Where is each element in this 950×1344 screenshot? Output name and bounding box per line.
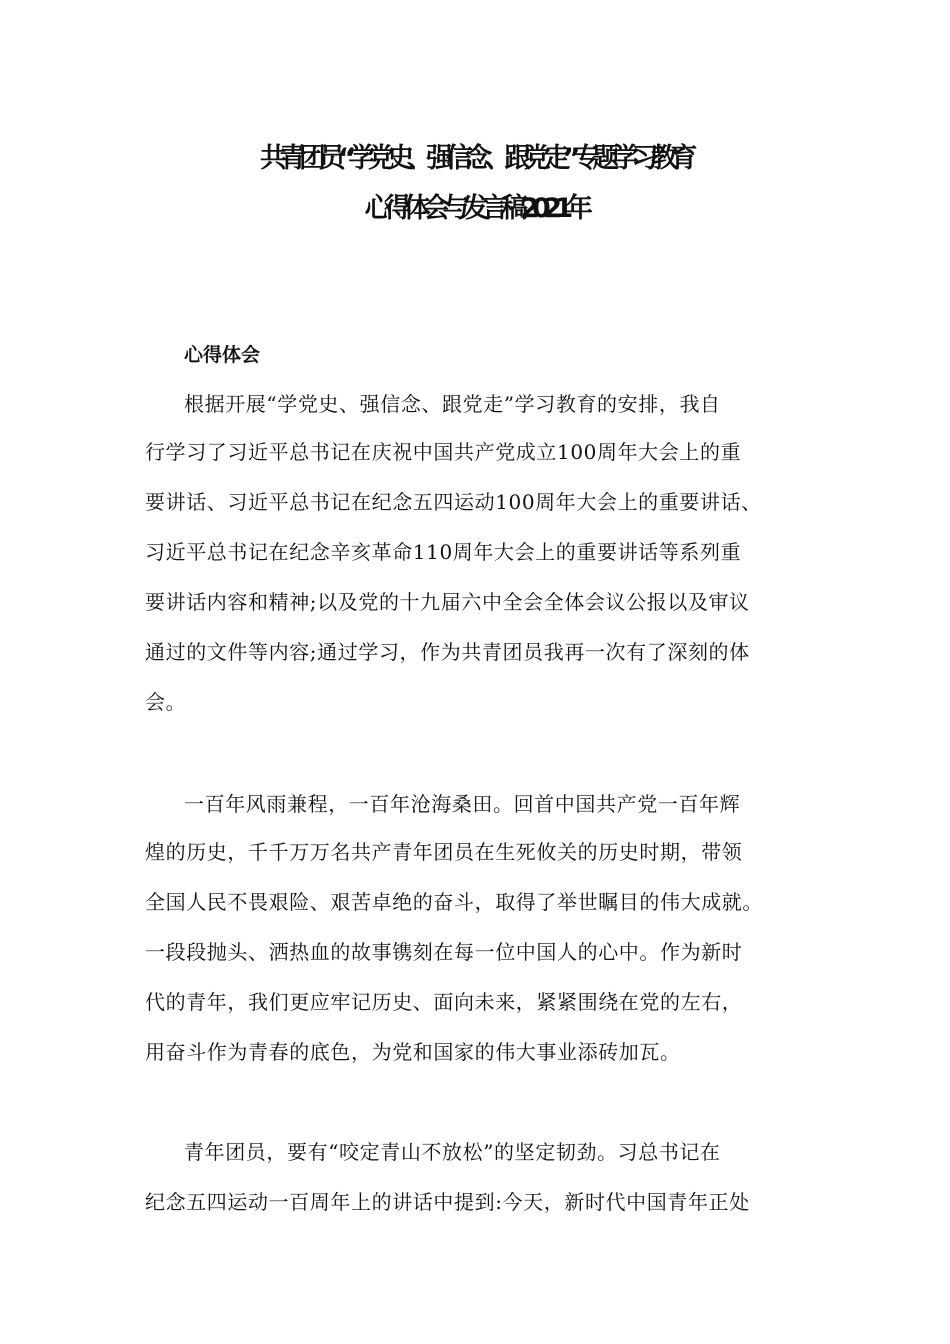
paragraph-2-line-3: 全国人民不畏艰险、艰苦卓绝的奋斗，取得了举世瞩目的伟大成就。 xyxy=(145,890,763,914)
document-title-line-2: 心得体会与发言稿2021年 xyxy=(364,193,586,224)
paragraph-2-line-5: 代的青年，我们更应牢记历史、面向未来，紧紧围绕在党的左右， xyxy=(145,990,743,1014)
paragraph-1-line-4: 习近平总书记在纪念辛亥革命110周年大会上的重要讲话等系列重 xyxy=(145,540,742,564)
paragraph-1-line-1: 根据开展“学党史、强信念、跟党走”学习教育的安排，我自 xyxy=(184,392,721,416)
paragraph-2-line-1: 一百年风雨兼程，一百年沧海桑田。回首中国共产党一百年辉 xyxy=(184,792,741,816)
paragraph-2-line-4: 一段段抛头、洒热血的故事镌刻在每一位中国人的心中。作为新时 xyxy=(145,940,743,964)
paragraph-3-line-1: 青年团员，要有“咬定青山不放松”的坚定韧劲。习总书记在 xyxy=(184,1140,721,1164)
paragraph-2-line-6: 用奋斗作为青春的底色，为党和国家的伟大事业添砖加瓦。 xyxy=(145,1040,681,1064)
section-heading: 心得体会 xyxy=(184,344,261,366)
document-title-line-1: 共青团员“学党史、强信念、跟党走”专题学习教育 xyxy=(260,143,690,174)
paragraph-3-line-2: 纪念五四运动一百周年上的讲话中提到:今天，新时代中国青年正处 xyxy=(145,1190,750,1214)
paragraph-1-line-5: 要讲话内容和精神;以及党的十九届六中全会全体会议公报以及审议 xyxy=(145,590,750,614)
paragraph-1-line-6: 通过的文件等内容;通过学习，作为共青团员我再一次有了深刻的体 xyxy=(145,640,750,664)
paragraph-1-line-3: 要讲话、习近平总书记在纪念五四运动100周年大会上的重要讲话、 xyxy=(145,490,762,514)
paragraph-1-line-7: 会。 xyxy=(145,690,187,714)
paragraph-1-line-2: 行学习了习近平总书记在庆祝中国共产党成立100周年大会上的重 xyxy=(145,440,742,464)
paragraph-2-line-2: 煌的历史，千千万万名共产青年团员在生死攸关的历史时期，带领 xyxy=(145,840,743,864)
